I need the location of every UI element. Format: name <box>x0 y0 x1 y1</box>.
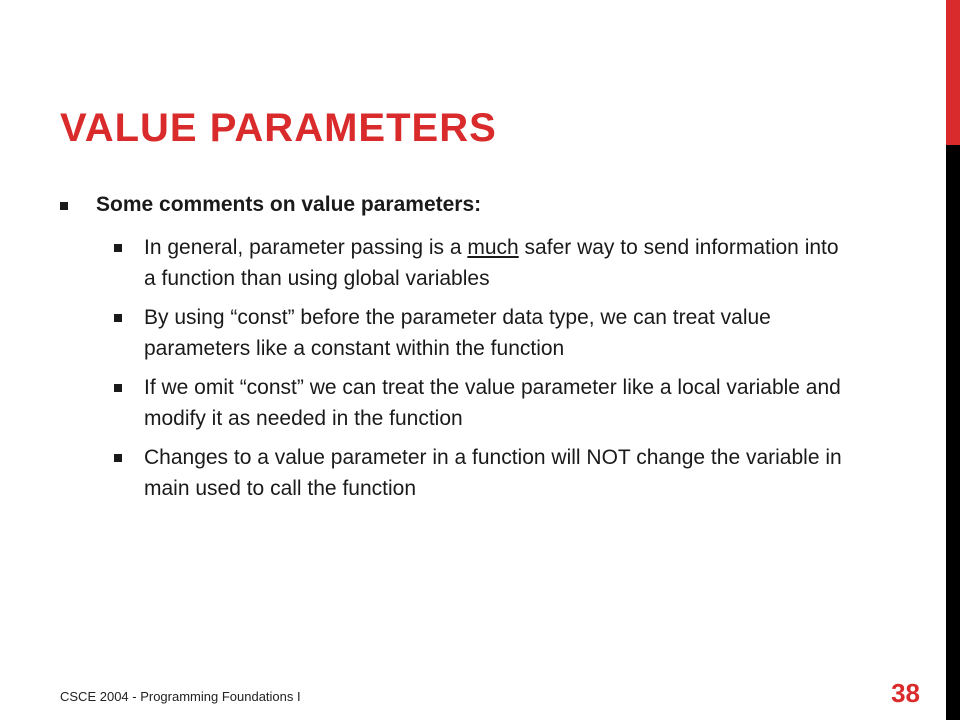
sub-point-2-text: By using “const” before the parameter data type, we can treat value parameters like a constant within the function <box>144 306 771 360</box>
square-bullet-icon <box>114 314 122 322</box>
square-bullet-icon <box>114 454 122 462</box>
slide-footer: CSCE 2004 - Programming Foundations I <box>60 689 301 704</box>
square-bullet-icon <box>60 202 68 210</box>
square-bullet-icon <box>114 244 122 252</box>
accent-bar-red <box>946 0 960 145</box>
sub-point-4 <box>60 442 844 504</box>
sub-point-1-text-b: safer way to send information into a function than using global variables <box>144 236 839 290</box>
page-number: 38 <box>891 678 920 708</box>
sub-point-3-text: If we omit “const” we can treat the value parameter like a local variable and modify it as needed in the function <box>144 376 841 430</box>
slide-body <box>60 190 920 512</box>
accent-bar-black <box>946 145 960 720</box>
sub-point-1-emphasis: much <box>467 236 519 259</box>
main-point-text: Some comments on value parameters: <box>96 193 482 216</box>
bullet-main-point <box>60 190 920 220</box>
sub-point-3 <box>60 372 844 434</box>
slide-title: VALUE PARAMETERS <box>60 106 497 150</box>
sub-point-4-text: Changes to a value parameter in a function will NOT change the variable in main used to call the function <box>144 446 842 500</box>
sub-point-2 <box>60 302 844 364</box>
square-bullet-icon <box>114 384 122 392</box>
sub-point-1 <box>60 232 844 294</box>
sub-point-1-text-a: In general, parameter passing is a <box>144 236 468 259</box>
